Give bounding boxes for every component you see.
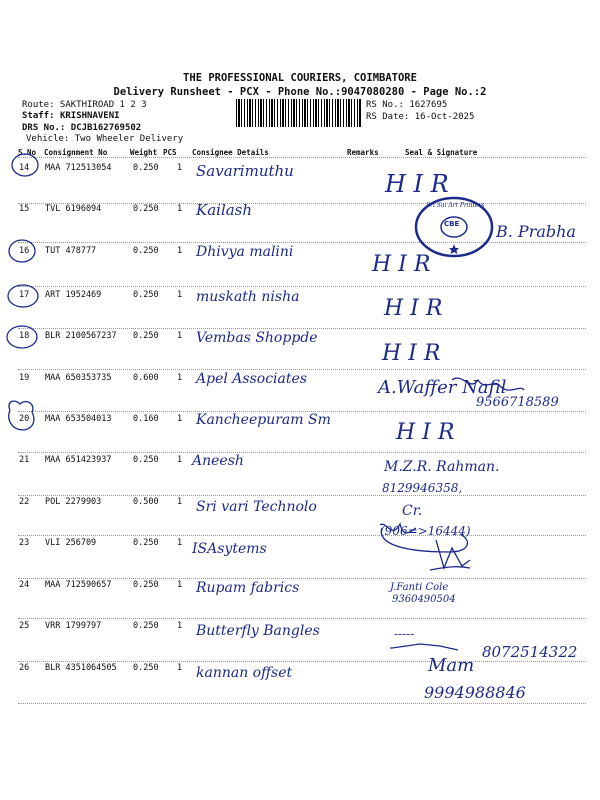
row-consignment: MAA 650353735 — [45, 373, 112, 383]
row-weight: 0.250 — [133, 538, 159, 548]
row-consignee: Aneesh — [192, 453, 244, 469]
row-weight: 0.600 — [133, 373, 159, 383]
row-weight: 0.160 — [133, 414, 159, 424]
row-weight: 0.250 — [133, 621, 159, 631]
table-row — [0, 621, 600, 665]
row-signature: H I R — [384, 296, 443, 321]
company-title: THE PROFESSIONAL COURIERS, COIMBATORE — [183, 72, 417, 84]
table-row — [0, 655, 600, 707]
row-sno: 26 — [19, 663, 30, 673]
drs-number: DCJB162769502 — [70, 123, 142, 133]
table-row — [0, 414, 600, 458]
row-rule — [18, 535, 586, 536]
row-signature: M.Z.R. Rahman. — [384, 459, 500, 475]
row-weight: 0.250 — [133, 331, 159, 341]
row-consignment: BLR 2100567237 — [45, 331, 117, 341]
row-weight: 0.250 — [133, 204, 159, 214]
row-dash: ----- — [394, 627, 415, 641]
row-phone: 9566718589 — [476, 395, 559, 410]
row-weight: 0.250 — [133, 455, 159, 465]
header-rule — [18, 157, 586, 158]
row-weight: 0.250 — [133, 580, 159, 590]
row-consignee: Savarimuthu — [196, 162, 294, 180]
row-consignment: BLR 4351064505 — [45, 663, 117, 673]
row-sno: 25 — [19, 621, 30, 631]
row-phone: 9994988846 — [424, 683, 526, 702]
row-weight: 0.250 — [133, 663, 159, 673]
row-rule — [18, 495, 586, 496]
row-sno: 21 — [19, 455, 30, 465]
row-consignee: Vembas Shoppde — [196, 330, 318, 346]
drs-label: DRS No.: — [22, 123, 66, 133]
row-signature: H I R — [385, 170, 449, 198]
row-signature: Cr. — [402, 503, 423, 519]
row-pcs: 1 — [177, 204, 183, 214]
row-pcs: 1 — [177, 538, 183, 548]
row-pcs: 1 — [177, 663, 183, 673]
table-row — [0, 290, 600, 334]
row-signature: (906=>16444) — [380, 524, 471, 538]
row-sno: 22 — [19, 497, 30, 507]
col-weight: Weight — [130, 148, 158, 157]
row-rule — [18, 286, 586, 287]
row-pcs: 1 — [177, 290, 183, 300]
row-signature: J.Fanti Cole — [390, 582, 449, 593]
row-signature: A.Waffer Nafil — [378, 377, 507, 398]
rs-date: RS Date: 16-Oct-2025 — [366, 112, 475, 122]
row-signature: H I R — [382, 341, 441, 366]
row-signature: H I R — [372, 252, 431, 277]
row-consignee: ISAsytems — [192, 541, 267, 557]
row-consignment: VRR 1799797 — [45, 621, 102, 631]
runsheet-title: Delivery Runsheet - PCX - Phone No.:9047080280 - Page No.:2 — [113, 86, 487, 98]
row-consignment: ART 1952469 — [45, 290, 102, 300]
row-rule — [18, 369, 586, 370]
row-consignment: POL 2279903 — [45, 497, 102, 507]
table-row — [0, 160, 600, 204]
table-row — [0, 524, 600, 582]
row-consignee: Dhivya malini — [196, 244, 294, 260]
row-pcs: 1 — [177, 414, 183, 424]
row-consignment: MAA 712513054 — [45, 163, 112, 173]
row-weight: 0.250 — [133, 290, 159, 300]
row-consignee: muskath nisha — [196, 289, 300, 305]
row-consignee: Kancheepuram Sm — [196, 412, 331, 428]
row-signature: B. Prabha — [496, 222, 576, 241]
table-row — [0, 201, 600, 248]
staff-label: Staff: — [22, 111, 55, 121]
table-row — [0, 497, 600, 541]
col-consignee: Consignee Details — [192, 148, 269, 157]
row-signature: 8072514322 — [482, 643, 578, 661]
row-weight: 0.250 — [133, 246, 159, 256]
row-sno: 24 — [19, 580, 30, 590]
route-text: Route: SAKTHIROAD 1 2 3 — [22, 100, 147, 110]
row-consignee: Butterfly Bangles — [196, 623, 320, 639]
row-sno: 18 — [19, 331, 30, 341]
table-row — [0, 455, 600, 499]
row-pcs: 1 — [177, 163, 183, 173]
row-consignment: MAA 651423937 — [45, 455, 112, 465]
row-pcs: 1 — [177, 621, 183, 631]
row-pcs: 1 — [177, 373, 183, 383]
row-pcs: 1 — [177, 331, 183, 341]
table-row — [0, 331, 600, 375]
row-rule — [18, 452, 586, 453]
row-rule — [18, 578, 586, 579]
vehicle-text: Vehicle: Two Wheeler Delivery — [26, 134, 184, 144]
row-signature: H I R — [396, 420, 455, 445]
company-seal — [414, 196, 494, 258]
row-rule — [18, 328, 586, 329]
row-rule — [18, 618, 586, 619]
staff-name: KRISHNAVENI — [59, 111, 120, 121]
row-weight: 0.500 — [133, 497, 159, 507]
staff-line — [22, 111, 120, 121]
row-sno: 15 — [19, 204, 30, 214]
row-sno: 17 — [19, 290, 30, 300]
seal-ring-text: Sri Sai Art Printers — [426, 202, 485, 209]
row-consignment: TVL 6196094 — [45, 204, 102, 214]
row-rule — [18, 703, 586, 704]
table-row — [0, 246, 600, 290]
row-rule — [18, 242, 586, 243]
row-consignment: MAA 712590657 — [45, 580, 112, 590]
row-sno: 16 — [19, 246, 30, 256]
row-consignment: VLI 256709 — [45, 538, 97, 548]
table-row — [0, 580, 600, 624]
row-sno: 20 — [19, 414, 30, 424]
row-consignment: TUT 478777 — [45, 246, 97, 256]
row-pcs: 1 — [177, 580, 183, 590]
col-seal: Seal & Signature — [405, 148, 478, 157]
row-pcs: 1 — [177, 497, 183, 507]
row-consignment: MAA 653504013 — [45, 414, 112, 424]
col-pcs: PCS — [163, 148, 177, 157]
drs-line — [22, 123, 141, 133]
row-pcs: 1 — [177, 455, 183, 465]
row-sno: 19 — [19, 373, 30, 383]
row-signature: Mam — [428, 655, 475, 676]
row-pcs: 1 — [177, 246, 183, 256]
row-phone: 8129946358, — [382, 481, 463, 495]
seal-center-text: CBE — [444, 220, 460, 228]
row-phone: 9360490504 — [392, 594, 456, 605]
row-consignee: kannan offset — [196, 665, 293, 681]
col-sno: S.No — [18, 148, 37, 157]
table-row — [0, 373, 600, 417]
row-consignee: Rupam fabrics — [196, 580, 300, 596]
row-sno: 23 — [19, 538, 30, 548]
row-consignee: Kailash — [196, 201, 253, 219]
row-rule — [18, 661, 586, 662]
row-sno: 14 — [19, 163, 30, 173]
col-consignment: Consignment No — [44, 148, 108, 157]
col-remarks: Remarks — [347, 148, 379, 157]
barcode — [236, 99, 362, 127]
rs-number: RS No.: 1627695 — [366, 100, 448, 110]
row-weight: 0.250 — [133, 163, 159, 173]
row-consignee: Sri vari Technolo — [196, 499, 317, 515]
row-consignee: Apel Associates — [196, 371, 307, 387]
